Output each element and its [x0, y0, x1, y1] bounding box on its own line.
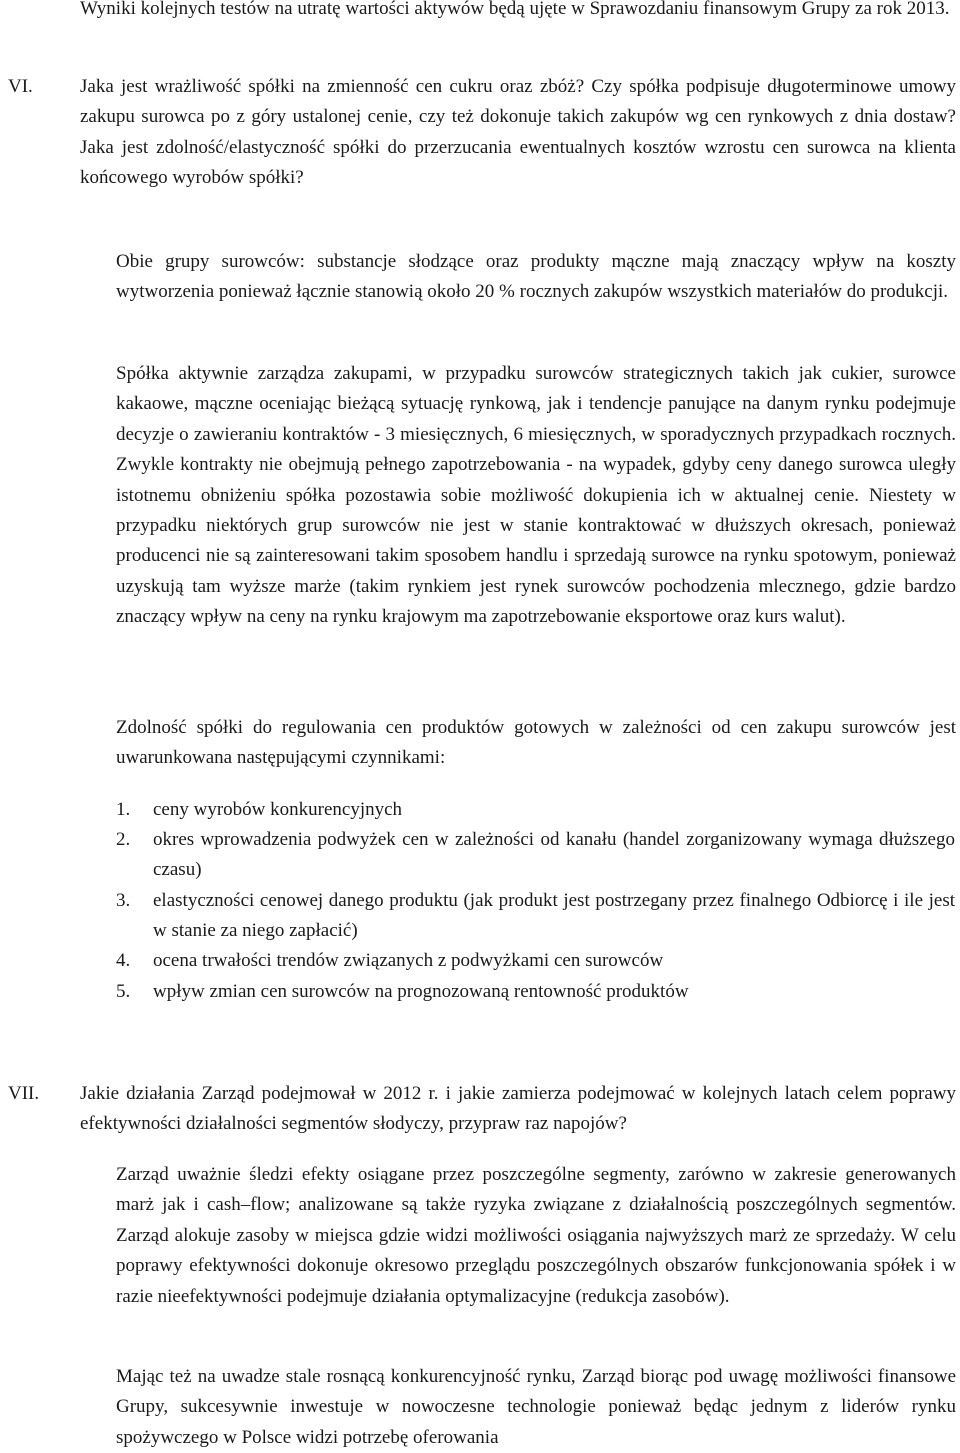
list-item-text: okres wprowadzenia podwyżek cen w zależności od kanału (handel zorganizowany wymaga dłuższego czasu): [153, 829, 955, 881]
section-vi-paragraph-1: Obie grupy surowców: substancje słodzące oraz produkty mączne mają znaczący wpływ na koszty wytworzenia ponieważ łącznie stanowią około 20 % rocznych zakupów wszystkich materiałów do produkcji.: [116, 251, 956, 303]
list-item-number: 5.: [116, 981, 131, 1002]
section-vii-question: Jakie działania Zarząd podejmował w 2012 r. i jakie zamierza podejmować w kolejnych latach celem poprawy efektywności działalności segmentów słodyczy, przypraw raz napojów?: [80, 1083, 956, 1135]
list-item-text: elastyczności cenowej danego produktu (jak produkt jest postrzegany przez finalnego Odbiorcę i ile jest w stanie za niego zapłacić): [153, 890, 955, 942]
list-item-number: 2.: [116, 829, 131, 850]
list-item-text: ceny wyrobów konkurencyjnych: [153, 799, 403, 820]
section-vi-question: Jaka jest wrażliwość spółki na zmienność cen cukru oraz zbóż? Czy spółka podpisuje długoterminowe umowy zakupu surowca po z góry ustalonej cenie, czy też dokonuje takich zakupów wg cen rynkowych z dnia dostaw? Jaka jest zdolność/elastyczność spółki do przerzucania ewentualnych kosztów wzrostu cen surowca na klienta końcowego wyrobów spółki?: [80, 76, 956, 189]
list-item-number: 3.: [116, 890, 131, 911]
list-item-text: ocena trwałości trendów związanych z podwyżkami cen surowców: [153, 950, 664, 971]
section-vi-paragraph-3: Zdolność spółki do regulowania cen produktów gotowych w zależności od cen zakupu surowców jest uwarunkowana następującymi czynnikami:: [116, 717, 956, 769]
section-vii-number: VII.: [8, 1083, 40, 1104]
section-vii-paragraph-2: Mając też na uwadze stale rosnącą konkurencyjność rynku, Zarząd biorąc pod uwagę możliwości finansowe Grupy, sukcesywnie inwestuje w nowoczesne technologie ponieważ będąc jednym z liderów rynku spożywczego w Polsce widzi potrzebę oferowania: [116, 1366, 956, 1448]
list-item-text: wpływ zmian cen surowców na prognozowaną rentowność produktów: [153, 981, 689, 1002]
intro-paragraph: Wyniki kolejnych testów na utratę wartości aktywów będą ujęte w Sprawozdaniu finansowym Grupy za rok 2013.: [80, 0, 950, 19]
section-vii-paragraph-1: Zarząd uważnie śledzi efekty osiągane przez poszczególne segmenty, zarówno w zakresie generowanych marż jak i cash–flow; analizowane są także ryzyka związane z działalnością poszczególnych segmentów. Zarząd alokuje zasoby w miejsca gdzie widzi możliwości osiągania najwyższych marż ze sprzedaży. W celu poprawy efektywności dokonuje okresowo przeglądu poszczególnych obszarów funkcjonowania spółek i w razie nieefektywności podejmuje działania optymalizacyjne (redukcja zasobów).: [116, 1164, 956, 1307]
section-vi-number: VI.: [8, 76, 33, 97]
list-item-number: 1.: [116, 799, 131, 820]
list-item-number: 4.: [116, 950, 131, 971]
section-vi-paragraph-2: Spółka aktywnie zarządza zakupami, w przypadku surowców strategicznych takich jak cukier, surowce kakaowe, mączne oceniając bieżącą sytuację rynkową, jak i tendencje panujące na danym rynku podejmuje decyzje o zawieraniu kontraktów - 3 miesięcznych, 6 miesięcznych, w sporadycznych przypadkach rocznych. Zwykle kontrakty nie obejmują pełnego zapotrzebowania - na wypadek, gdyby ceny danego surowca uległy istotnemu obniżeniu spółka pozostawia sobie możliwość dokupienia ich w aktualnej cenie. Niestety w przypadku niektórych grup surowców nie jest w stanie kontraktować w dłuższych okresach, ponieważ producenci nie są zainteresowani takim sposobem handlu i sprzedają surowce na rynku spotowym, ponieważ uzyskują tam wyższe marże (takim rynkiem jest rynek surowców pochodzenia mlecznego, gdzie bardzo znaczący wpływ na ceny na rynku krajowym ma zapotrzebowanie eksportowe oraz kurs walut).: [116, 363, 956, 628]
